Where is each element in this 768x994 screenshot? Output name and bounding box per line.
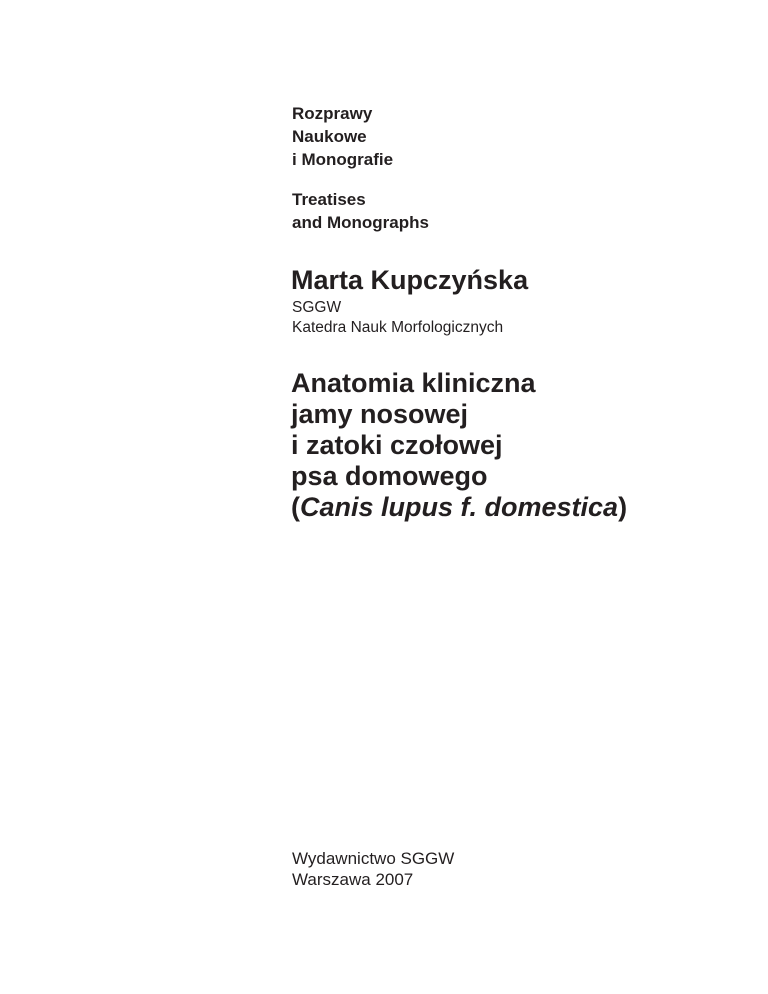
series-en-line-2: and Monographs <box>292 213 429 232</box>
book-title <box>291 368 627 523</box>
species-latin-name: Canis lupus f. domestica <box>300 492 619 522</box>
species-open-paren: ( <box>291 492 300 522</box>
series-title-polish <box>292 102 393 171</box>
series-line-1: Rozprawy <box>292 104 373 123</box>
series-title-english <box>292 188 429 234</box>
author-name: Marta Kupczyńska <box>291 265 529 295</box>
title-line-species <box>291 492 627 523</box>
publisher-block <box>292 848 454 890</box>
publisher-place-year: Warszawa 2007 <box>292 870 414 889</box>
species-close-paren: ) <box>618 492 628 522</box>
series-en-line-1: Treatises <box>292 190 366 209</box>
title-line-2: jamy nosowej <box>291 399 469 429</box>
department: Katedra Nauk Morfologicznych <box>292 319 504 336</box>
series-line-3: i Monografie <box>292 150 394 169</box>
institution: SGGW <box>292 299 342 316</box>
title-line-4: psa domowego <box>291 461 488 491</box>
publisher-name: Wydawnictwo SGGW <box>292 849 455 868</box>
title-line-1: Anatomia kliniczna <box>291 368 536 398</box>
series-line-2: Naukowe <box>292 127 367 146</box>
title-line-3: i zatoki czołowej <box>291 430 503 460</box>
author-affiliation <box>292 298 503 338</box>
